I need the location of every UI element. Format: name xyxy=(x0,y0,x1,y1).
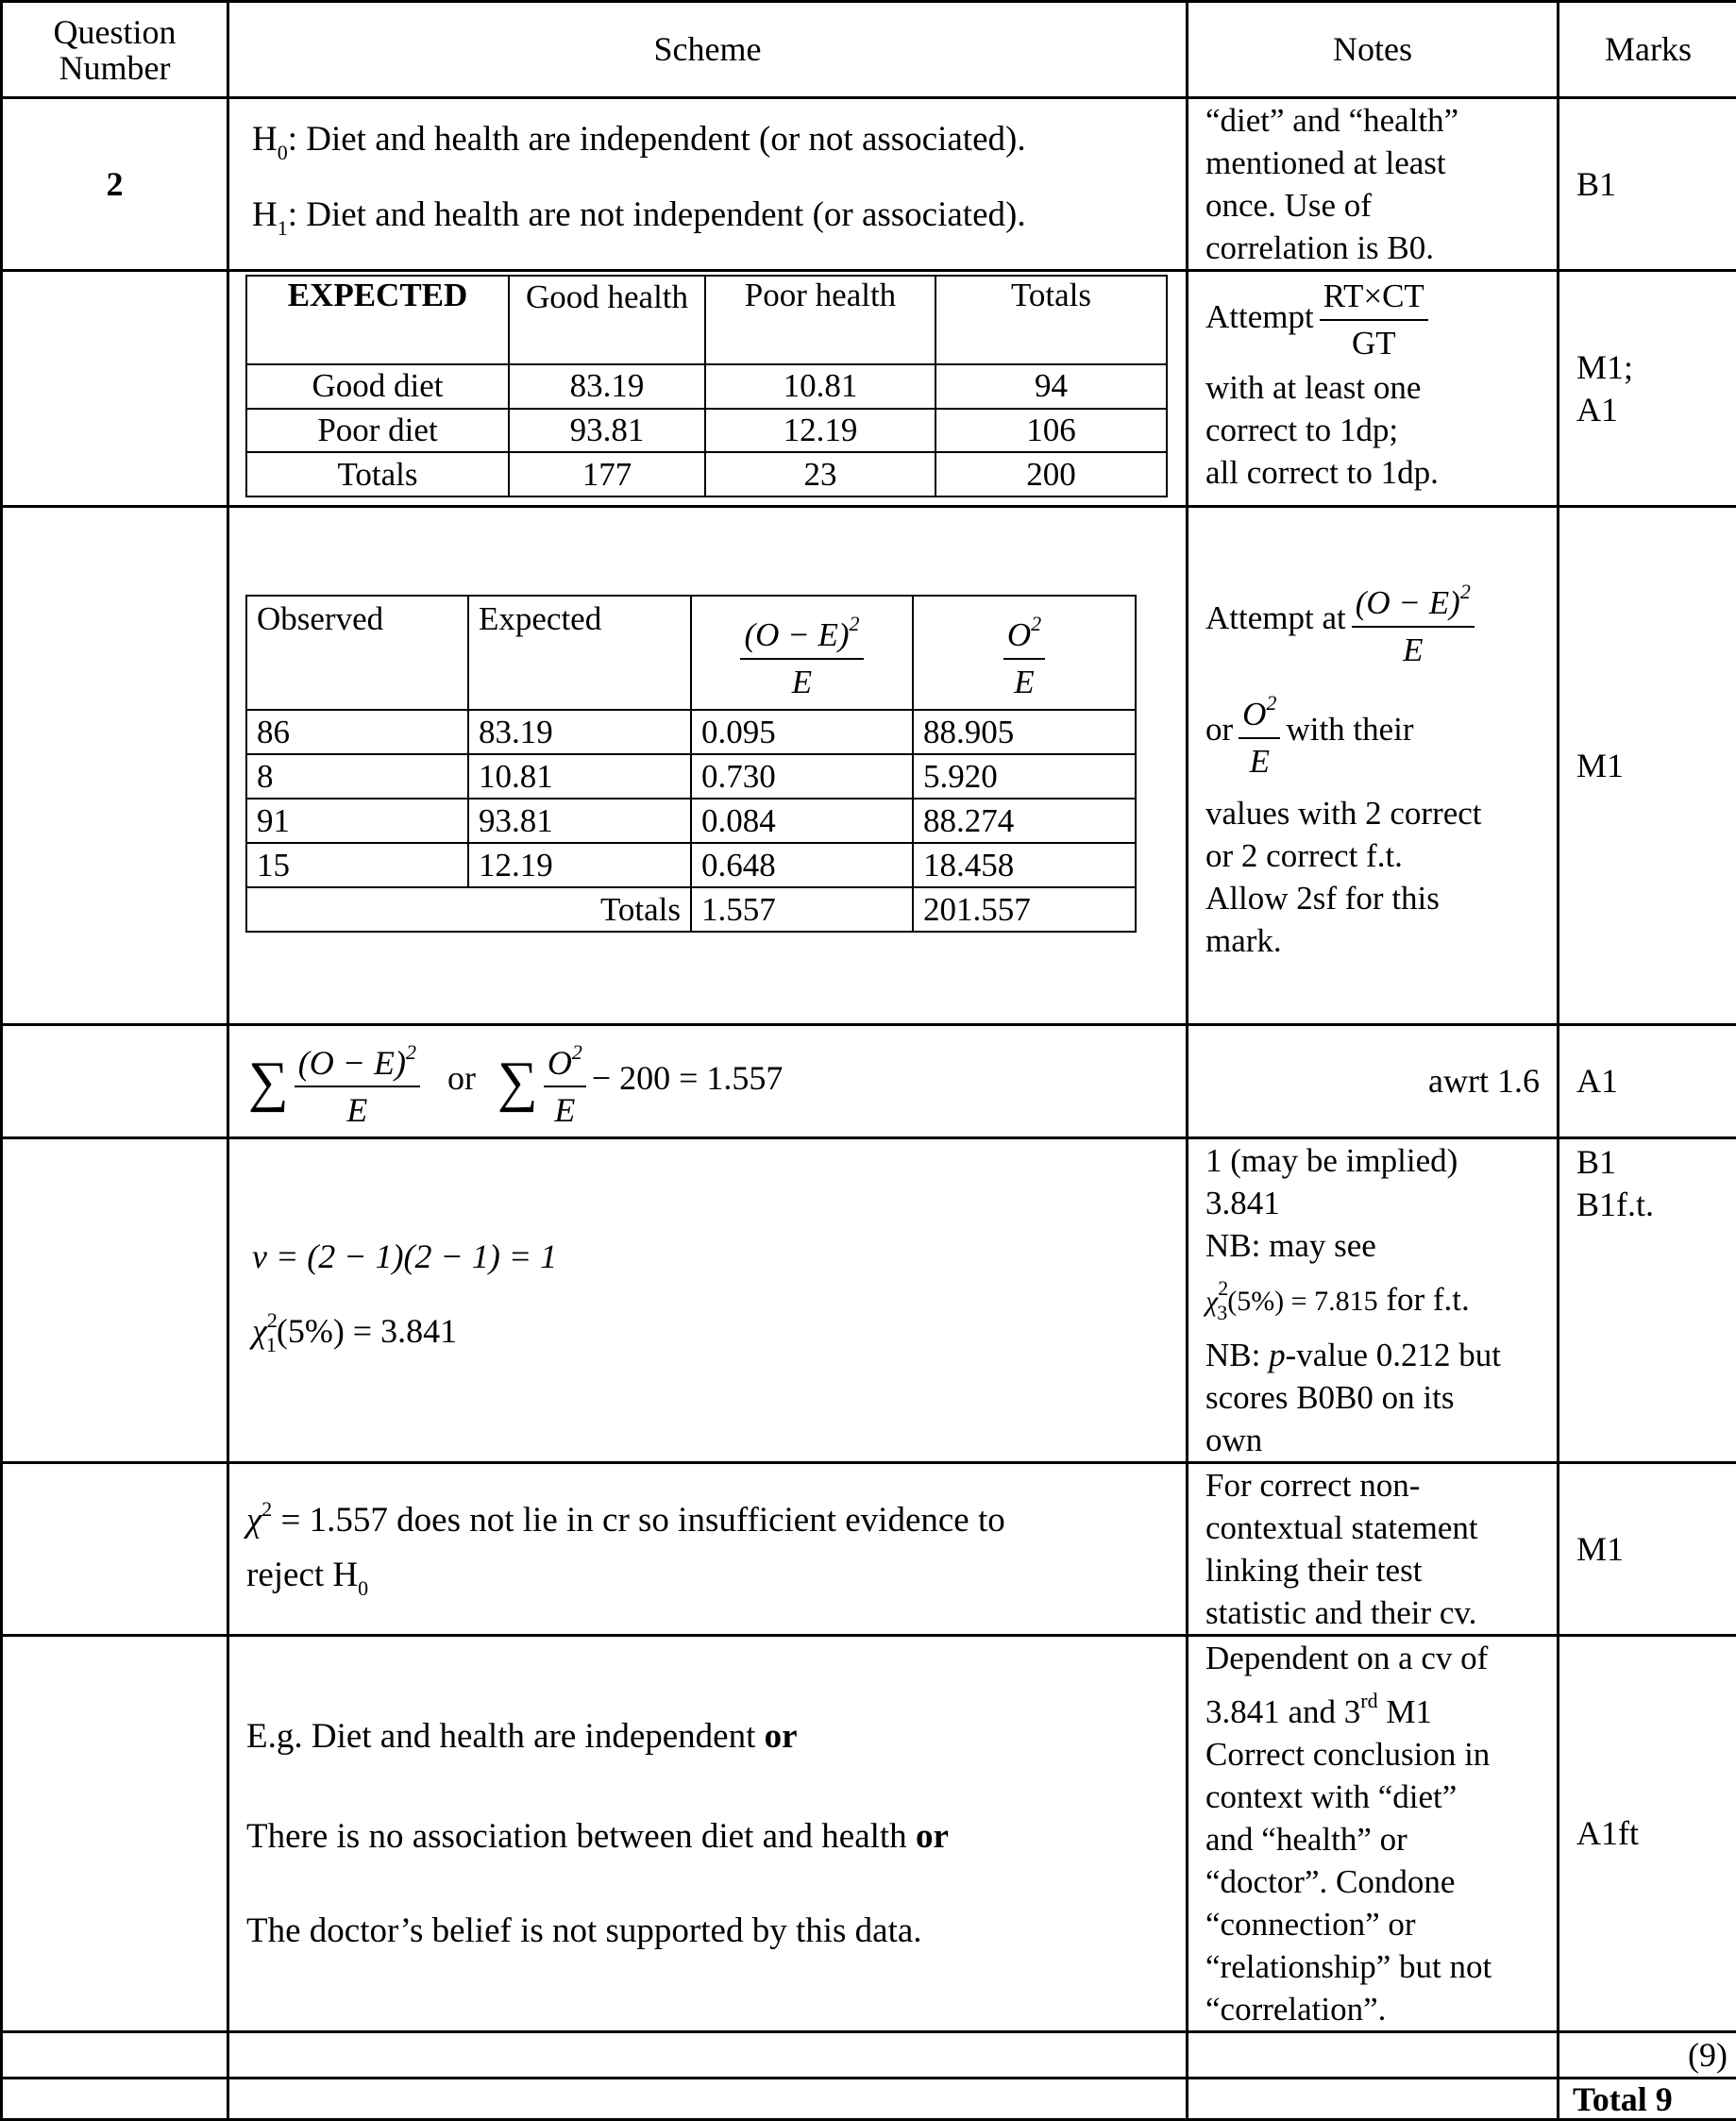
context-statement xyxy=(228,1636,1188,2032)
oe-fraction xyxy=(1352,569,1475,673)
note-line: Correct conclusion in xyxy=(1205,1733,1540,1776)
cell: 88.905 xyxy=(913,710,1136,754)
row-conclusion-stat xyxy=(2,1463,1736,1636)
note-line: all correct to 1dp. xyxy=(1205,451,1540,494)
header-observed: Observed xyxy=(246,596,468,710)
sigma-symbol: ∑ xyxy=(248,1051,289,1113)
text: E.g. Diet and health are independent xyxy=(246,1717,765,1756)
table-row xyxy=(246,409,1167,453)
row-df xyxy=(2,1138,1736,1463)
marks-b1-b1ft xyxy=(1559,1138,1736,1463)
cell: 83.19 xyxy=(468,710,691,754)
cell: 93.81 xyxy=(509,409,705,453)
marks-m1: M1 xyxy=(1559,507,1736,1025)
o2e-fraction xyxy=(544,1030,586,1133)
note-line xyxy=(1205,1679,1540,1733)
mark: B1f.t. xyxy=(1576,1184,1720,1226)
sq: 2 xyxy=(406,1040,416,1064)
note-line: context with “diet” xyxy=(1205,1776,1540,1818)
header-notes: Notes xyxy=(1188,2,1559,98)
note-line: mark. xyxy=(1205,919,1540,962)
note-line: scores B0B0 on its xyxy=(1205,1376,1540,1419)
sq: 2 xyxy=(850,612,860,635)
note-line: and “health” or xyxy=(1205,1818,1540,1860)
stat-text: does not lie in cr so insufficient evidence to xyxy=(388,1501,1005,1540)
mark: A1 xyxy=(1576,389,1720,431)
chi-symbol: χ xyxy=(1205,1286,1218,1317)
chi-symbol: χ xyxy=(246,1501,261,1540)
attempt-text: Attempt xyxy=(1205,298,1314,335)
chi-sub: 3 xyxy=(1217,1301,1227,1324)
h1-line xyxy=(252,184,1169,260)
or: or xyxy=(916,1817,949,1856)
table-row xyxy=(246,452,1167,497)
cell: 0.648 xyxy=(691,843,913,887)
cell: 23 xyxy=(705,452,935,497)
observed-header-row xyxy=(246,596,1136,710)
note-line: “doctor”. Condone xyxy=(1205,1860,1540,1903)
header-marks: Marks xyxy=(1559,2,1736,98)
marks-total: Total 9 xyxy=(1559,2079,1736,2120)
o2e-fraction xyxy=(1239,681,1280,784)
h1-text: : Diet and health are not independent (or associated). xyxy=(288,195,1026,234)
note-line: “diet” and “health” xyxy=(1205,99,1540,142)
frac-den: E xyxy=(1014,660,1034,705)
notes-df xyxy=(1188,1138,1559,1463)
or-text: or xyxy=(1205,711,1233,748)
notes-stat xyxy=(1188,1463,1559,1636)
text: There is no association between diet and health xyxy=(246,1817,916,1856)
nb: NB: xyxy=(1205,1337,1269,1373)
cell: 86 xyxy=(246,710,468,754)
oe: (O − E) xyxy=(1356,584,1460,621)
frac-num: RT×CT xyxy=(1320,274,1428,321)
oe: (O − E) xyxy=(298,1044,406,1082)
row-total xyxy=(2,2079,1736,2120)
frac-den: E xyxy=(554,1087,575,1133)
marks-m1: M1 xyxy=(1559,1463,1736,1636)
cell: 10.81 xyxy=(468,754,691,799)
notes-observed xyxy=(1188,507,1559,1025)
df-cell xyxy=(228,1138,1188,1463)
note-line: “correlation”. xyxy=(1205,1988,1540,2030)
note-chi-line xyxy=(1205,1267,1540,1334)
cell: Good diet xyxy=(246,364,509,409)
cell: 88.274 xyxy=(913,799,1136,843)
text: 3.841 and 3 xyxy=(1205,1693,1360,1730)
note-line: once. Use of xyxy=(1205,184,1540,227)
note-line: For correct non- xyxy=(1205,1464,1540,1507)
empty-cell xyxy=(1188,2032,1559,2079)
note-line: Allow 2sf for this xyxy=(1205,877,1540,919)
frac-num xyxy=(295,1030,420,1087)
frac-num xyxy=(1239,681,1280,739)
h0-sub: 0 xyxy=(278,141,288,164)
p: p xyxy=(1269,1337,1286,1373)
stat-statement xyxy=(228,1463,1188,1636)
marks-a1: A1 xyxy=(1559,1025,1736,1138)
context-line: The doctor’s belief is not supported by this data. xyxy=(246,1908,1169,1955)
marks-b1: B1 xyxy=(1559,98,1736,271)
marks-subtotal: (9) xyxy=(1559,2032,1736,2079)
cell: 83.19 xyxy=(509,364,705,409)
notes-hypotheses xyxy=(1188,98,1559,271)
observed-table xyxy=(245,595,1137,933)
reject-text: reject H xyxy=(246,1556,358,1594)
cell: 15 xyxy=(246,843,468,887)
table-row xyxy=(246,710,1136,754)
empty-cell xyxy=(1188,2079,1559,2120)
cell: 93.81 xyxy=(468,799,691,843)
sigma-symbol: ∑ xyxy=(497,1051,538,1113)
notes-awrt: awrt 1.6 xyxy=(1188,1025,1559,1138)
attempt-text: Attempt at xyxy=(1205,599,1346,636)
frac-num xyxy=(1003,601,1045,660)
note-line: correlation is B0. xyxy=(1205,227,1540,269)
cell: 91 xyxy=(246,799,468,843)
table-row xyxy=(246,843,1136,887)
note-line: 1 (may be implied) xyxy=(1205,1139,1540,1182)
context-line xyxy=(246,1813,1169,1860)
header-oe2-e xyxy=(691,596,913,710)
cell: 0.095 xyxy=(691,710,913,754)
note-line: “connection” or xyxy=(1205,1903,1540,1945)
row-hypotheses xyxy=(2,98,1736,271)
cell: 177 xyxy=(509,452,705,497)
row-subtotal xyxy=(2,2032,1736,2079)
note-line: own xyxy=(1205,1419,1540,1461)
frac-den: E xyxy=(1403,628,1423,673)
totals-label: Totals xyxy=(246,887,691,932)
o: O xyxy=(548,1044,572,1082)
chi-sup: 2 xyxy=(267,1308,278,1332)
sq: 2 xyxy=(1266,691,1276,715)
row-context xyxy=(2,1636,1736,2032)
empty-cell xyxy=(2,507,228,1025)
cell: 200 xyxy=(935,452,1167,497)
chi-symbol: χ xyxy=(252,1312,267,1350)
empty-cell xyxy=(2,1636,228,2032)
pvalue: -value 0.212 but xyxy=(1286,1337,1501,1373)
total-oe: 1.557 xyxy=(691,887,913,932)
sum-formula xyxy=(228,1025,1188,1138)
table-row xyxy=(246,799,1136,843)
cell: 12.19 xyxy=(468,843,691,887)
note-line: Dependent on a cv of xyxy=(1205,1637,1540,1679)
cell: 18.458 xyxy=(913,843,1136,887)
empty-cell xyxy=(2,271,228,507)
h0-label: H xyxy=(252,120,278,159)
empty-cell xyxy=(2,1138,228,1463)
note-line: correct to 1dp; xyxy=(1205,409,1540,451)
nu-line: ν = (2 − 1)(2 − 1) = 1 xyxy=(252,1224,1169,1288)
header-scheme: Scheme xyxy=(228,2,1188,98)
note-pvalue xyxy=(1205,1334,1540,1376)
cell: 0.730 xyxy=(691,754,913,799)
empty-cell xyxy=(2,2032,228,2079)
note-line: or 2 correct f.t. xyxy=(1205,834,1540,877)
cell: 5.920 xyxy=(913,754,1136,799)
cell: 8 xyxy=(246,754,468,799)
oe-fraction xyxy=(295,1030,420,1133)
note-line: values with 2 correct xyxy=(1205,792,1540,834)
o2e-fraction xyxy=(1003,601,1045,705)
or-text: or xyxy=(447,1059,476,1097)
marks-m1-a1 xyxy=(1559,271,1736,507)
header-question-number: Question Number xyxy=(2,2,228,98)
sup: rd xyxy=(1360,1689,1377,1712)
table-row xyxy=(246,754,1136,799)
notes-expected xyxy=(1188,271,1559,507)
note-line: with at least one xyxy=(1205,366,1540,409)
header-totals: Totals xyxy=(935,276,1167,364)
cell: Poor diet xyxy=(246,409,509,453)
chi-sup: 2 xyxy=(1218,1276,1228,1300)
cell: 12.19 xyxy=(705,409,935,453)
o: O xyxy=(1007,616,1031,653)
row-sum xyxy=(2,1025,1736,1138)
sq: 2 xyxy=(1031,612,1041,635)
ft-text: for f.t. xyxy=(1378,1281,1470,1318)
header-row xyxy=(2,2,1736,98)
frac-den: E xyxy=(1250,739,1270,784)
empty-cell xyxy=(228,2079,1188,2120)
frac-den: E xyxy=(346,1087,367,1133)
frac-den: E xyxy=(792,660,812,705)
o: O xyxy=(1242,696,1266,732)
header-good-health: Good health xyxy=(509,276,705,364)
chi-line xyxy=(252,1288,1169,1377)
note-line: statistic and their cv. xyxy=(1205,1591,1540,1634)
note-line: 3.841 xyxy=(1205,1182,1540,1224)
empty-cell xyxy=(2,2079,228,2120)
or: or xyxy=(765,1717,798,1756)
header-o2-e xyxy=(913,596,1136,710)
question-number: 2 xyxy=(2,98,228,271)
sq: 2 xyxy=(572,1040,582,1064)
header-expected: Expected xyxy=(468,596,691,710)
frac-num xyxy=(544,1030,586,1087)
totals-row xyxy=(246,887,1136,932)
attempt-line xyxy=(1205,274,1540,366)
frac-den: GT xyxy=(1352,321,1396,366)
cell: 10.81 xyxy=(705,364,935,409)
stat-line xyxy=(246,1482,1169,1548)
rtct-fraction xyxy=(1320,274,1428,366)
h1-label: H xyxy=(252,195,278,234)
context-line xyxy=(246,1713,1169,1760)
empty-cell xyxy=(2,1463,228,1636)
h0-sub: 0 xyxy=(358,1576,368,1600)
sum-result: − 200 = 1.557 xyxy=(592,1059,784,1097)
note-line: linking their test xyxy=(1205,1549,1540,1591)
sq: 2 xyxy=(1460,580,1471,603)
chi-value: (5%) = 7.815 xyxy=(1227,1286,1377,1317)
cell: Totals xyxy=(246,452,509,497)
frac-num xyxy=(740,601,863,660)
note-line: NB: may see xyxy=(1205,1224,1540,1267)
mark: B1 xyxy=(1576,1141,1720,1184)
header-expected: EXPECTED xyxy=(246,276,509,364)
with-text: with their xyxy=(1286,711,1413,748)
chi-sup: 2 xyxy=(261,1497,272,1521)
note-line: contextual statement xyxy=(1205,1507,1540,1549)
oe-fraction xyxy=(740,601,863,705)
frac-num xyxy=(1352,569,1475,628)
h0-line xyxy=(252,109,1169,184)
total-o2e: 201.557 xyxy=(913,887,1136,932)
marks-a1ft: A1ft xyxy=(1559,1636,1736,2032)
chi-val: = 1.557 xyxy=(272,1501,388,1540)
or-line xyxy=(1205,681,1540,784)
oe: (O − E) xyxy=(744,616,849,653)
reject-line xyxy=(246,1548,1169,1616)
header-poor-health: Poor health xyxy=(705,276,935,364)
chi-sub: 1 xyxy=(266,1333,277,1356)
text: M1 xyxy=(1378,1693,1432,1730)
empty-cell xyxy=(2,1025,228,1138)
note-line: mentioned at least xyxy=(1205,142,1540,184)
note-line: “relationship” but not xyxy=(1205,1945,1540,1988)
cell: 94 xyxy=(935,364,1167,409)
expected-table xyxy=(245,275,1168,497)
cell: 106 xyxy=(935,409,1167,453)
attempt-line xyxy=(1205,569,1540,673)
h0-text: : Diet and health are independent (or not associated). xyxy=(288,120,1026,159)
mark: M1; xyxy=(1576,346,1720,389)
cell: 0.084 xyxy=(691,799,913,843)
hypotheses xyxy=(228,98,1188,271)
chi-value: (5%) = 3.841 xyxy=(277,1312,457,1350)
table-row xyxy=(246,364,1167,409)
empty-cell xyxy=(228,2032,1188,2079)
h1-sub: 1 xyxy=(278,216,288,240)
expected-header-row xyxy=(246,276,1167,364)
notes-context xyxy=(1188,1636,1559,2032)
